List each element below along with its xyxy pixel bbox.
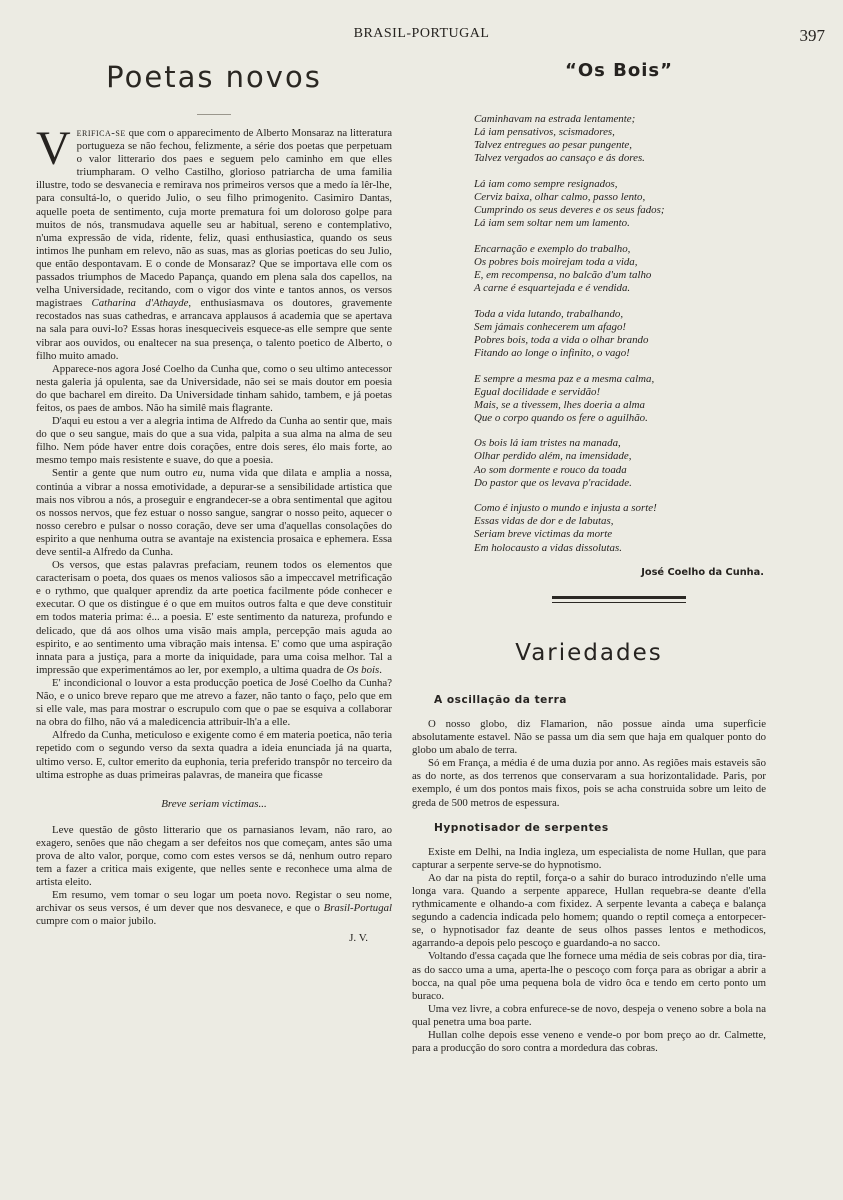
paragraph-4: Sentir a gente que num outro eu, numa vida que dilata e amplia a nossa, continúa a vibrar a nossa emotividade, a depurar-se a sensibilidade artistica que mais nos vibrou a nós, a proseguir e engrandecer-se a obra sentimental que agitou os nossos nervos, que fez estuar o nosso sangue, sangrar o nosso peito, aquecer o nosso cerebro e pulsar o nosso coração, deve ser uma d'aquellas consolações do espirito a que nenhuma outra se avantaje na existencia prosaica e ephemera. Essa deve sentil-a Alfredo da Cunha. <box>36 467 392 558</box>
section-title: Variedades <box>515 640 663 666</box>
paragraph-3: D'aqui eu estou a ver a alegria intima de Alfredo da Cunha ao sentir que, mais do que o seu sangue, mais do que a sua vida, palpita a sua alma na alma de seu filho. Nem póde haver entre dois corações, entre dois seres, élo mais forte, ao mesmo tempo mais resistente e suave, do que a poesia. <box>36 415 392 467</box>
paragraph-8: Leve questão de gôsto litterario que os parnasianos levam, não raro, ao exagero, senões que não chegam a ser defeitos nos que começam, antes são uma prova de alto valor, porque, como com estes versos se dá, nenhum outro reparo tem a fazer a critica mais exigente, que nelles sente e reconhece uma alma de artista eleito. <box>36 823 392 889</box>
hypnotisador-paragraph-5: Hullan colhe depois esse veneno e vende-o por bom preço ao dr. Calmette, para a producção do soro contra a mordedura das cobras. <box>412 1028 766 1055</box>
running-title: BRASIL-PORTUGAL <box>353 26 490 41</box>
subheading-oscillacao: A oscillação da terra <box>434 694 567 706</box>
article-signature: J. V. <box>349 932 368 945</box>
paragraph-1: Verifica-se que com o apparecimento de Alberto Monsaraz na litteratura portugueza se não fechou, felizmente, a série dos poetas que perpetuam o valor litterario dos paes e seguem pelo caminho em que elles triumpharam. O velho Castilho, glorioso patriarcha de uma familia illustre, todo se desvanecia e remirava nos primeiros versos que a medo ía lêr-lhe, para consultá-lo, o querido Julio, o seu filho primogenito. Casimiro Dantas, aquelle poeta de sentimento, cuja morte prematura foi um doloroso golpe para muitos de nós, transmudava aquelle seu ar habitual, sereno e contemplativo, n'uma expressão de vida, ridente, feliz, quasi enthusiastica, quando os seus intimos lhe punham em relevo, não as suas, mas as glorias poeticas do seu Julio, que então despontavam. E o conde de Monsaraz? Que se importava elle com os passados triumphos de Macedo Papança, quando em plena sala dos capellos, na velha Universidade, recitando, com o vigor dos vinte e tantos annos, os versos magistraes Catharina d'Athayde, enthusiasmava os doutores, gravemente recostados nas suas cathedras, e arrancava applausos á academia que se apertava na sala para ouvi-lo? Essas horas inesqueciveis esquece-as elle sempre que sente vibrar aos ouvidos, ou enaltecer na sua presença, o talento poetico de Alberto, o filho muito amado. <box>36 122 392 362</box>
article-title: Poetas novos <box>106 60 322 94</box>
lead-caps: erifica-se <box>76 127 126 139</box>
hypnotisador-paragraph-2: Ao dar na pista do reptil, força-o a sahir do buraco introduzindo n'elle uma longa vara. Quando a serpente apparece, Hullan requebra-se deante d'ella rythmicamente e olhando-a com fixidez. A serpente levanta a cabeça e balança segundo a cadencia indicada pelo homem; quando o reptil começa a entorpecer-se, o hypnotisador faz deante de seus olhos passes lentos e methodicos, agarrando-a depois pelo pescoço e guardando-a no sacco. <box>412 871 766 950</box>
hypnotisador-paragraph-1: Existe em Delhi, na India ingleza, um especialista de nome Hullan, que para capturar a serpente serve-se do hypnotismo. <box>412 845 766 871</box>
paragraph-9: Em resumo, vem tomar o seu logar um poeta novo. Registar o seu nome, archivar os seus versos, é um dever que nos desvanece, e que o Brasil-Portugal cumpre com o maior jubilo. <box>36 889 392 928</box>
poem-author: José Coelho da Cunha. <box>641 567 764 579</box>
quoted-verse: Breve seriam victimas... <box>161 797 267 810</box>
drop-cap: V <box>36 122 71 175</box>
paragraph-7: Alfredo da Cunha, meticuloso e exigente como é em materia poetica, não teria repetido com o segundo verso da sexta quadra a ideia enunciada já na quarta, ultimo verso. E, cultor emerito da euphonia, teria preferido transpôr no terceiro da ultima estrophe as duas primeiras palavras, de maneira que ficasse <box>36 729 392 781</box>
stanza-4: Toda a vida lutando, trabalhando, Sem jámais conhecerem um afago! Pobres bois, toda a vida o olhar brando Fitando ao longe o infinito, o vago! <box>474 307 649 359</box>
section-divider <box>552 596 686 603</box>
oscillacao-paragraph-2: Só em França, a média é de uma duzia por anno. As regiões mais estaveis são as do norte, as dos terrenos que conservaram a sua horizontalidade. Paris, por exemplo, é um dos pontos mais fixos, pois se acha construida sobre um leito de greda de 500 metros de espessura. <box>412 757 766 809</box>
paragraph-6: E' incondicional o louvor a esta producção poetica de José Coelho da Cunha? Não, e o unico breve reparo que me atrevo a fazer, não tanto o faço, pelo que em si elle vale, mas para mostrar o escrupulo com que o pae se esquiva a collaborar na obra do filho, não vá a maledicencia attribuir-lh'a a elle. <box>36 676 392 729</box>
section-variedades <box>412 628 766 1055</box>
stanza-1: Caminhavam na estrada lentamente; Lá iam pensativos, scismadores, Talvez entregues ao pesar pungente, Talvez vergados ao cansaço e ás dores. <box>474 113 645 165</box>
paragraph-2: Apparece-nos agora José Coelho da Cunha que, como o seu ultimo antecessor nesta galeria já opulenta, sae da Universidade, não sei se mais doutor em poesia do que bacharel em direito. Da Universidade tinham sahido, tambem, e já poetas feitos, os paes de ambos. Não ha similê mais flagrante. <box>36 362 392 414</box>
title-divider <box>197 114 231 115</box>
subheading-hypnotisador: Hypnotisador de serpentes <box>434 821 609 834</box>
article-poetas-novos <box>36 58 392 944</box>
hypnotisador-paragraph-3: Voltando d'essa caçada que lhe fornece uma média de seis cobras por dia, tira-as do sacco uma a uma, aperta-lhe o pescoço com força para as obrigar a abrir a bocca, na qual põe uma pequena bola de vidro ôca e tendo em certo ponto um buraco. <box>412 950 766 1002</box>
stanza-7: Como é injusto o mundo e injusta a sorte! Essas vidas de dor e de labutas, Seriam breve victimas da morte Em holocausto a vidas dissolutas. <box>474 502 657 554</box>
stanza-6: Os bois lá iam tristes na manada, Olhar perdido além, na imensidade, Ao som dormente e rouco da toada Do pastor que os levava p'racidade. <box>474 437 632 489</box>
stanza-2: Lá iam como sempre resignados, Cerviz baixa, olhar calmo, passo lento, Cumprindo os seus deveres e os seus fados; Lá iam sem soltar nem um lamento. <box>474 177 665 230</box>
stanza-5: E sempre a mesma paz e a mesma calma, Egual docilidade e servidão! Mais, se a tivessem, lhes doeria a alma Que o corpo quando os fere o aguilhão. <box>474 372 655 424</box>
stanza-3: Encarnação e exemplo do trabalho, Os pobres bois moirejam toda a vida, E, em recompensa, no balcão d'um talho A carne é esquartejada e é vendida. <box>474 242 652 295</box>
oscillacao-paragraph-1: O nosso globo, diz Flamarion, não possue ainda uma superficie absolutamente estavel. Não se passa um dia sem que haja em qualquer ponto do globo um abalo de terra. <box>412 718 766 757</box>
poem-os-bois <box>474 58 764 603</box>
page-number: 397 <box>799 26 825 45</box>
paragraph-5: Os versos, que estas palavras prefaciam, reunem todos os elementos que caracterisam o poeta, dos quaes os menos valiosos são a impeccavel metrificação e o rythmo, que qualquer aprendiz da arte poetica facilmente póde conhecer e executar. O que os distingue é o que em muitos outros falta e que deve constituir em todos materia prima: é... a poesia. E' este sentimento da natureza, profundo e delicado, que dá aos olhos uma visão mais ampla, percepção mais aguda ao espirito, e ao sentimento uma vibração mais intensa. E' como que uma aspiração innata para a justiça, para a morte da iniquidade, para uma coisa melhor. Tal a impressão que experimentámos ao ler, por exemplo, a ultima quadra de Os bois. <box>36 559 392 676</box>
hypnotisador-paragraph-4: Uma vez livre, a cobra enfurece-se de novo, despeja o veneno sobre a bola na qual penetra uma boa parte. <box>412 1002 766 1028</box>
poem-title: “Os Bois” <box>565 60 673 81</box>
